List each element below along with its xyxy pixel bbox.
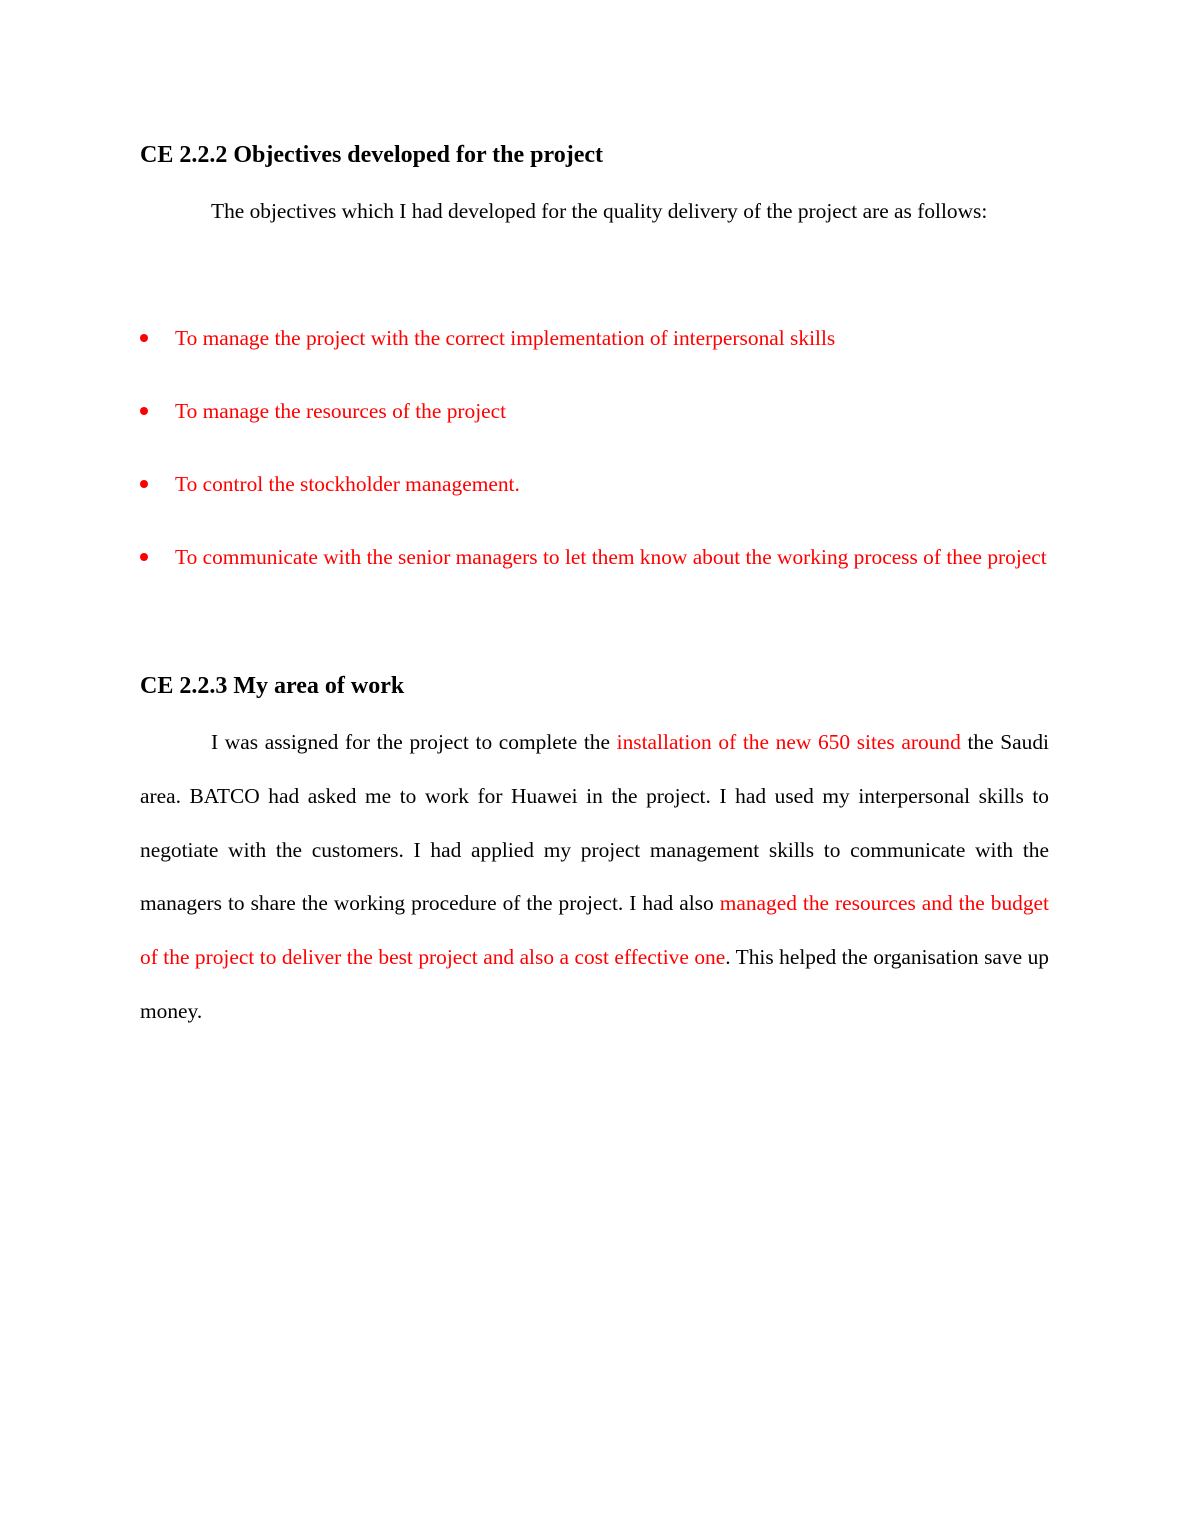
paragraph-text: . This helped the organisation save up money. <box>140 945 1049 1023</box>
bullet-icon <box>140 480 148 488</box>
list-item-text: To manage the resources of the project <box>175 399 507 423</box>
bullet-icon <box>140 334 148 342</box>
area-of-work-paragraph <box>140 716 1049 1039</box>
section-heading-objectives: CE 2.2.2 Objectives developed for the project <box>140 142 604 168</box>
highlighted-text: managed the resources and the budget of the project to deliver the best project and also a cost effective one <box>140 891 1049 970</box>
paragraph-text: the Saudi area. BATCO had asked me to work for Huawei in the project. I had used my interpersonal skills to negotiate with the customers. I had applied my project management skills to communicate with the managers to share the working procedure of the project. I had also <box>140 730 1049 916</box>
list-item-text: To control the stockholder management. <box>175 472 520 496</box>
section-heading-area-of-work: CE 2.2.3 My area of work <box>140 673 405 699</box>
bullet-icon <box>140 407 148 415</box>
list-item-text: To manage the project with the correct implementation of interpersonal skills <box>175 326 836 350</box>
list-item-text: To communicate with the senior managers to let them know about the working process of thee project <box>175 545 1047 569</box>
highlighted-text: installation of the new 650 sites around <box>616 730 961 754</box>
paragraph-text: I was assigned for the project to complete the <box>211 730 617 754</box>
bullet-icon <box>140 553 148 561</box>
objectives-intro-paragraph: The objectives which I had developed for the quality delivery of the project are as follows: <box>211 199 988 223</box>
